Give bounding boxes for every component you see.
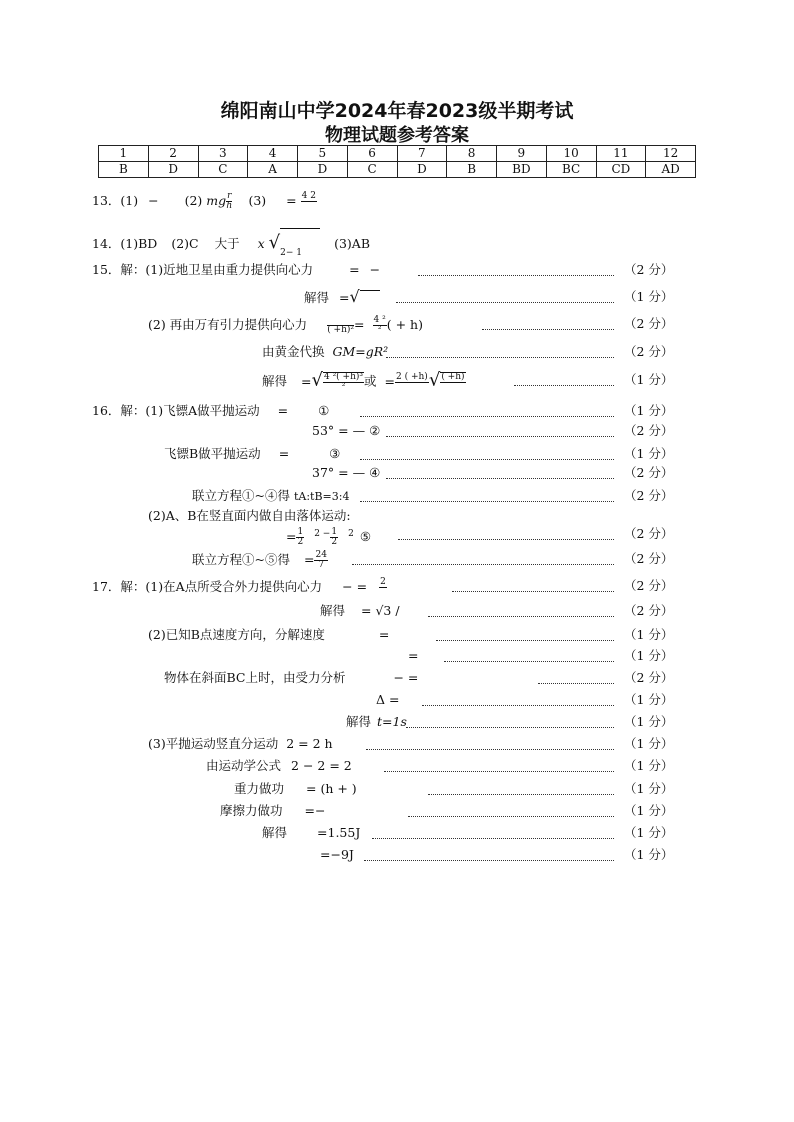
score: （1 分） xyxy=(624,372,674,387)
q16-line8: 联立方程①~⑤得 = $\frac{24}{7}$ xyxy=(192,550,327,570)
q14-x: x xyxy=(257,236,265,251)
q17-line10: 重力做功 = (h + ) xyxy=(234,781,357,796)
q15-line1: 15．解：(1)近地卫星由重力提供向心力 = − xyxy=(92,262,381,277)
leader-dots xyxy=(364,859,614,861)
score: （2 分） xyxy=(624,551,674,566)
leader-dots xyxy=(538,682,614,684)
q16-line4: 37° = — ④ xyxy=(312,465,381,480)
score: （1 分） xyxy=(624,847,674,862)
leader-dots xyxy=(386,435,614,437)
leader-dots xyxy=(360,500,614,502)
table-cell: B xyxy=(99,162,149,178)
table-cell: 10 xyxy=(546,146,596,162)
q13-part3: (3) xyxy=(248,193,267,208)
q14-line: 14．(1)BD (2)C 大于 x √ 2− 1 (3)AB xyxy=(92,228,370,261)
q16-line1: 16．解：(1)飞镖A做平抛运动 = ① xyxy=(92,403,330,418)
table-cell: C xyxy=(347,162,397,178)
leader-dots xyxy=(514,384,614,386)
score: （1 分） xyxy=(624,648,674,663)
table-cell: D xyxy=(298,162,348,178)
q15-line4: 由黄金代换 GM=gR² xyxy=(262,344,389,359)
table-cell: 1 xyxy=(99,146,149,162)
leader-dots xyxy=(482,328,614,330)
score: （1 分） xyxy=(624,736,674,751)
leader-dots xyxy=(360,415,614,417)
q14-compare: 大于 xyxy=(214,236,240,251)
score: （2 分） xyxy=(624,344,674,359)
table-cell: 7 xyxy=(397,146,447,162)
q14-part1: 14．(1)BD xyxy=(92,236,158,251)
table-cell: CD xyxy=(596,162,646,178)
q15-line3: (2) 再由万有引力提供向心力 ( +h)² = $\frac{\text{4 ²}}{\text{²}}$ ( + h) xyxy=(148,315,423,335)
q14-radicand: 2− 1 xyxy=(280,228,320,261)
table-cell: A xyxy=(248,162,298,178)
score: （2 分） xyxy=(624,670,674,685)
leader-dots xyxy=(406,726,614,728)
leader-dots xyxy=(366,748,614,750)
leader-dots xyxy=(372,837,614,839)
q13-number: 13．(1) xyxy=(92,193,139,208)
score: （2 分） xyxy=(624,262,674,277)
table-cell: 3 xyxy=(198,146,248,162)
q17-line2: 解得 = √3 / xyxy=(320,603,400,618)
page-title: 绵阳南山中学2024年春2023级半期考试 xyxy=(220,100,574,122)
leader-dots xyxy=(408,815,614,817)
q14-part2: (2)C xyxy=(171,236,199,251)
leader-dots xyxy=(436,639,614,641)
q14-part3: (3)AB xyxy=(334,236,371,251)
leader-dots xyxy=(386,477,614,479)
q17-line13: =−9J xyxy=(320,847,354,862)
table-cell: BC xyxy=(546,162,596,178)
leader-dots xyxy=(422,704,614,706)
score: （2 分） xyxy=(624,316,674,331)
q15-line2: 解得 =√ xyxy=(304,289,380,307)
q16-line3: 飞镖B做平抛运动 = ③ xyxy=(164,446,341,461)
score: （2 分） xyxy=(624,603,674,618)
q16-line2: 53° = — ② xyxy=(312,423,381,438)
q13-part2: (2) xyxy=(184,193,203,208)
score: （1 分） xyxy=(624,758,674,773)
table-cell: BD xyxy=(497,162,547,178)
table-cell: 9 xyxy=(497,146,547,162)
score: （1 分） xyxy=(624,446,674,461)
score: （2 分） xyxy=(624,578,674,593)
score: （1 分） xyxy=(624,289,674,304)
leader-dots xyxy=(452,590,614,592)
q13-frac: $\frac{r}{h}$ xyxy=(226,191,233,211)
table-cell: 2 xyxy=(148,146,198,162)
table-cell: 8 xyxy=(447,146,497,162)
leader-dots xyxy=(360,458,614,460)
leader-dots xyxy=(418,274,614,276)
score: （1 分） xyxy=(624,714,674,729)
leader-dots xyxy=(396,301,614,303)
leader-dots xyxy=(398,538,614,540)
score: （1 分） xyxy=(624,403,674,418)
score: （2 分） xyxy=(624,465,674,480)
score: （2 分） xyxy=(624,423,674,438)
table-cell: 5 xyxy=(298,146,348,162)
table-cell: 4 xyxy=(248,146,298,162)
q13-mg: mg xyxy=(206,193,227,208)
answer-table xyxy=(98,145,696,178)
table-cell: AD xyxy=(646,162,696,178)
q13-eq: = xyxy=(286,193,297,208)
q16-line7: = $\frac{1}{2}$ $^{2 -}$ $\frac{1}{2}$ $^2$ ⑤ xyxy=(286,527,372,548)
q17-line5: 物体在斜面BC上时，由受力分析 − = xyxy=(164,670,419,685)
q17-line3: (2)已知B点速度方向，分解速度 = xyxy=(148,627,390,642)
score: （2 分） xyxy=(624,526,674,541)
q17-line12: 解得 =1.55J xyxy=(262,825,361,840)
q17-line6: Δ = xyxy=(376,692,400,707)
score: （1 分） xyxy=(624,627,674,642)
table-cell: B xyxy=(447,162,497,178)
table-cell: 11 xyxy=(596,146,646,162)
q17-line8: (3)平抛运动竖直分运动 2 = 2 h xyxy=(148,736,333,751)
q15-line5: 解得 =√ $\frac{\text{4 ²( +h)³}}{\text{²}}$ 或 = 2 ( +h) √ ( +h) xyxy=(262,369,465,392)
q17-line9: 由运动学公式 2 − 2 = 2 xyxy=(206,758,352,773)
q16-line6: (2)A、B在竖直面内做自由落体运动: xyxy=(148,508,351,523)
q16-line5: 联立方程①~④得 tA:tB=3:4 xyxy=(192,488,350,503)
leader-dots xyxy=(444,660,614,662)
score: （1 分） xyxy=(624,825,674,840)
leader-dots xyxy=(352,563,614,565)
page-subtitle: 物理试题参考答案 xyxy=(325,125,469,146)
table-cell: D xyxy=(148,162,198,178)
leader-dots xyxy=(428,793,614,795)
q17-line1: 17．解：(1)在A点所受合外力提供向心力 − = 2 xyxy=(92,577,386,594)
score: （2 分） xyxy=(624,488,674,503)
leader-dots xyxy=(428,615,614,617)
q17-line11: 摩擦力做功 =− xyxy=(220,803,326,818)
table-cell: 6 xyxy=(347,146,397,162)
table-cell: 12 xyxy=(646,146,696,162)
q17-line7: 解得 t=1s xyxy=(346,714,407,729)
table-row-numbers xyxy=(99,146,696,162)
q13-line: 13．(1) − (2) mg $\frac{r}{h}$ (3) = 4 2 xyxy=(92,191,316,211)
score: （1 分） xyxy=(624,781,674,796)
q13-frac2: 4 2 xyxy=(301,191,316,201)
table-row-answers xyxy=(99,162,696,178)
score: （1 分） xyxy=(624,803,674,818)
leader-dots xyxy=(384,770,614,772)
q17-line4: = xyxy=(408,648,419,663)
table-cell: D xyxy=(397,162,447,178)
score: （1 分） xyxy=(624,692,674,707)
leader-dots xyxy=(386,356,614,358)
table-cell: C xyxy=(198,162,248,178)
